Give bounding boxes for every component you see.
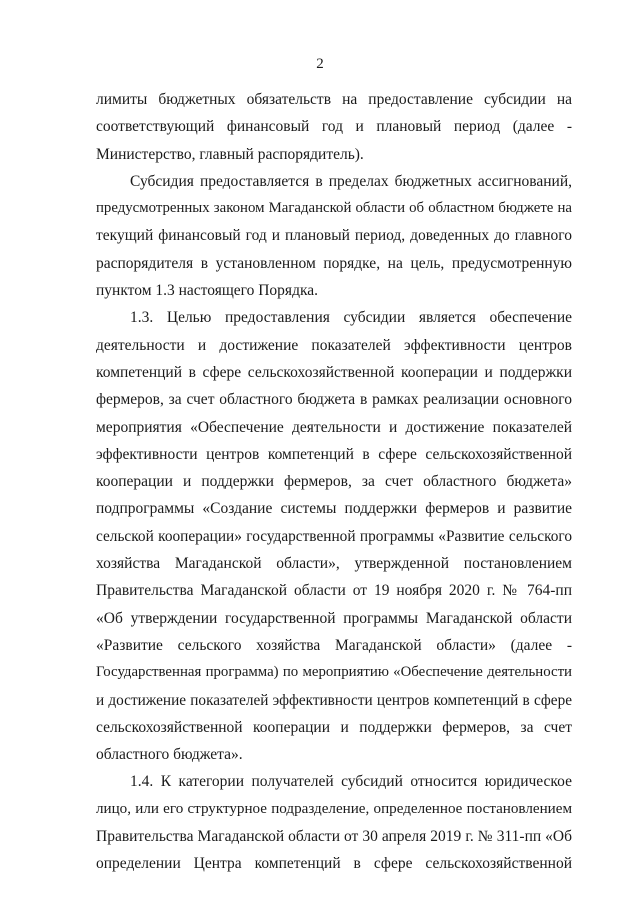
text-line: и достижение показателей эффективности центров компетенций в сфере (96, 691, 572, 709)
text-line: хозяйства Магаданской области», утвержденной постановлением (96, 555, 572, 573)
text-line: эффективности центров компетенций в сфере сельскохозяйственной (96, 445, 572, 463)
text-line: сельской кооперации» государственной программы «Развитие сельского (96, 527, 572, 545)
text-line: Правительства Магаданской области от 30 апреля 2019 г. № 311-пп «Об (96, 828, 572, 846)
text-line: кооперации и поддержки фермеров, за счет областного бюджета» (96, 473, 572, 491)
text-line: областного бюджета». (96, 746, 243, 764)
text-line: Правительства Магаданской области от 19 ноября 2020 г. № 764-пп (96, 582, 572, 600)
text-line: подпрограммы «Создание системы поддержки фермеров и развитие (96, 500, 572, 518)
text-line: мероприятия «Обеспечение деятельности и достижение показателей (96, 418, 572, 436)
text-line: лицо, или его структурное подразделение, определенное постановлением (96, 800, 572, 817)
paragraph-clause-1-3 (96, 304, 572, 768)
text-line: «Развитие сельского хозяйства Магаданской области» (далее - (96, 636, 572, 654)
paragraph-subsidy-limits (96, 168, 572, 304)
text-line: сельскохозяйственной кооперации и поддержки фермеров, за счет (96, 718, 572, 736)
document-body (96, 86, 572, 878)
text-line: предусмотренных законом Магаданской области об областном бюджете на (96, 200, 572, 217)
text-line: «Об утверждении государственной программы Магаданской области (96, 609, 572, 627)
text-line: лимиты бюджетных обязательств на предоставление субсидии на (96, 91, 572, 108)
text-line: распорядителя в установленном порядке, на цель, предусмотренную (96, 254, 572, 272)
text-line: Государственная программа) по мероприятию «Обеспечение деятельности (96, 664, 572, 681)
text-line: определении Центра компетенций в сфере сельскохозяйственной (96, 855, 572, 873)
text-line: пунктом 1.3 настоящего Порядка. (96, 282, 319, 300)
text-line: 1.3. Целью предоставления субсидии является обеспечение (130, 309, 572, 327)
paragraph-ministry-definition (96, 86, 572, 168)
text-line: фермеров, за счет областного бюджета в рамках реализации основного (96, 391, 572, 409)
text-line: текущий финансовый год и плановый период, доведенных до главного (96, 227, 572, 245)
page-number: 2 (316, 56, 324, 72)
text-line: компетенций в сфере сельскохозяйственной кооперации и поддержки (96, 363, 572, 381)
text-line: соответствующий финансовый год и плановый период (далее - (96, 118, 572, 136)
text-line: деятельности и достижение показателей эффективности центров (96, 336, 572, 354)
text-line: Министерство, главный распорядитель). (96, 145, 364, 163)
paragraph-clause-1-4 (96, 768, 572, 877)
text-line: Субсидия предоставляется в пределах бюджетных ассигнований, (130, 172, 572, 190)
text-line: 1.4. К категории получателей субсидий относится юридическое (130, 773, 572, 791)
